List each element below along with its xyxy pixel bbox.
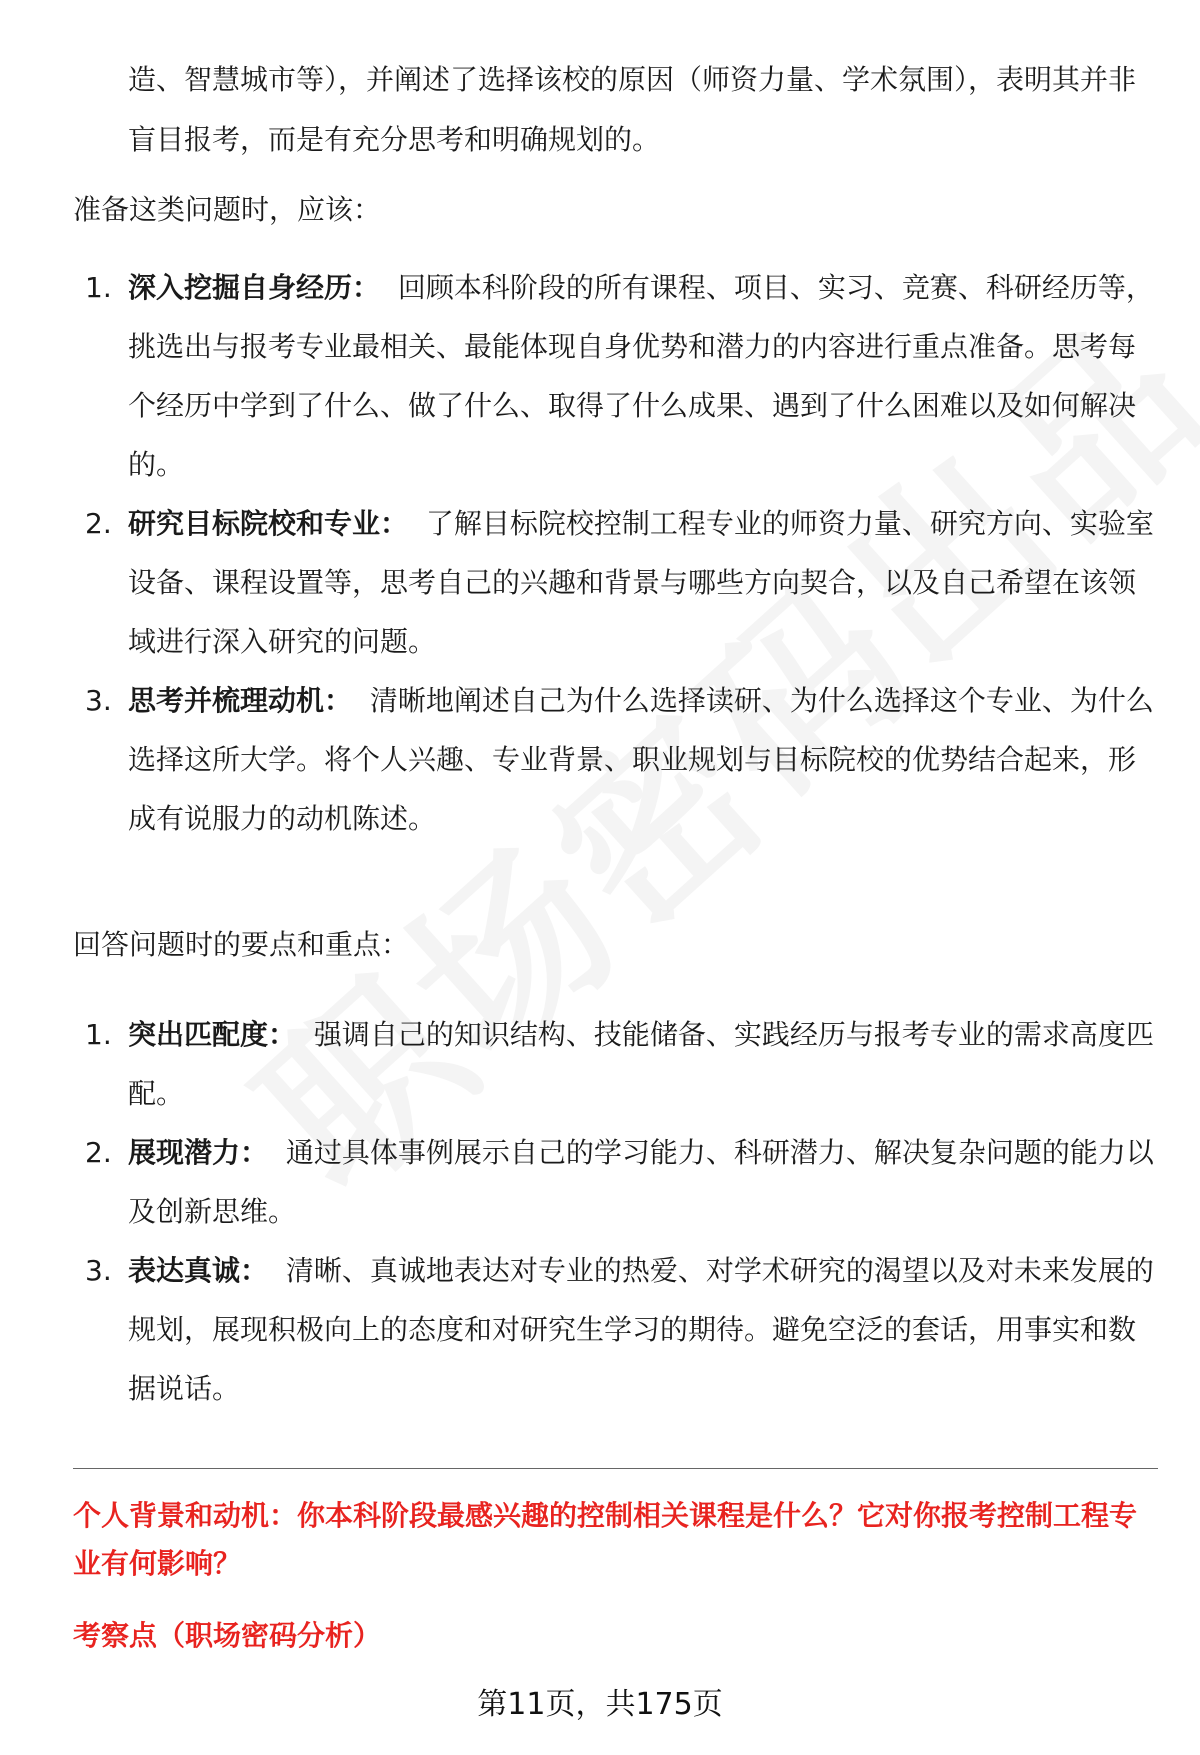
prep-heading: 准备这类问题时，应该： <box>73 193 382 226</box>
list-number: 1. <box>85 271 112 304</box>
list-number: 1. <box>85 1018 112 1051</box>
question-heading: 个人背景和动机：你本科阶段最感兴趣的控制相关课程是什么？它对你报考控制工程专业有何影响？ <box>73 1499 1138 1580</box>
page-number: 第11页，共175页 <box>477 1687 723 1722</box>
section-divider <box>73 1468 1158 1469</box>
item-title: 表达真诚： <box>128 1254 269 1287</box>
answer-heading: 回答问题时的要点和重点： <box>73 928 410 961</box>
list-item <box>73 258 1158 494</box>
item-title: 思考并梳理动机： <box>128 684 353 717</box>
answer-list <box>73 1005 1158 1418</box>
item-text: 回顾本科阶段的所有课程、项目、实习、竞赛、科研经历等，挑选出与报考专业最相关、最能体现自身优势和潜力的内容进行重点准备。思考每个经历中学到了什么、做了什么、取得了什么成果、遇到了什么困难以及如何解决的。 <box>128 271 1154 481</box>
list-item <box>73 1123 1158 1241</box>
list-number: 3. <box>85 1254 112 1287</box>
list-item <box>73 671 1158 848</box>
item-title: 研究目标院校和专业： <box>128 507 409 540</box>
item-text: 清晰、真诚地表达对专业的热爱、对学术研究的渴望以及对未来发展的规划，展现积极向上的态度和对研究生学习的期待。避免空泛的套话，用事实和数据说话。 <box>128 1254 1154 1405</box>
list-number: 2. <box>85 507 112 540</box>
prep-list <box>73 258 1158 848</box>
item-text: 清晰地阐述自己为什么选择读研、为什么选择这个专业、为什么选择这所大学。将个人兴趣、专业背景、职业规划与目标院校的优势结合起来，形成有说服力的动机陈述。 <box>128 684 1154 835</box>
list-item <box>73 1005 1158 1123</box>
item-text: 通过具体事例展示自己的学习能力、科研潜力、解决复杂问题的能力以及创新思维。 <box>128 1136 1154 1228</box>
list-number: 3. <box>85 684 112 717</box>
intro-paragraph: 造、智慧城市等），并阐述了选择该校的原因（师资力量、学术氛围），表明其并非盲目报考，而是有充分思考和明确规划的。 <box>128 63 1137 156</box>
list-number: 2. <box>85 1136 112 1169</box>
list-item <box>73 1241 1158 1418</box>
item-title: 展现潜力： <box>128 1136 269 1169</box>
item-text: 了解目标院校控制工程专业的师资力量、研究方向、实验室设备、课程设置等，思考自己的兴趣和背景与哪些方向契合，以及自己希望在该领域进行深入研究的问题。 <box>128 507 1154 658</box>
item-text: 强调自己的知识结构、技能储备、实践经历与报考专业的需求高度匹配。 <box>128 1018 1154 1110</box>
list-item <box>73 494 1158 671</box>
item-title: 深入挖掘自身经历： <box>128 271 381 304</box>
analysis-subheading: 考察点（职场密码分析） <box>73 1619 382 1652</box>
item-title: 突出匹配度： <box>128 1018 297 1051</box>
